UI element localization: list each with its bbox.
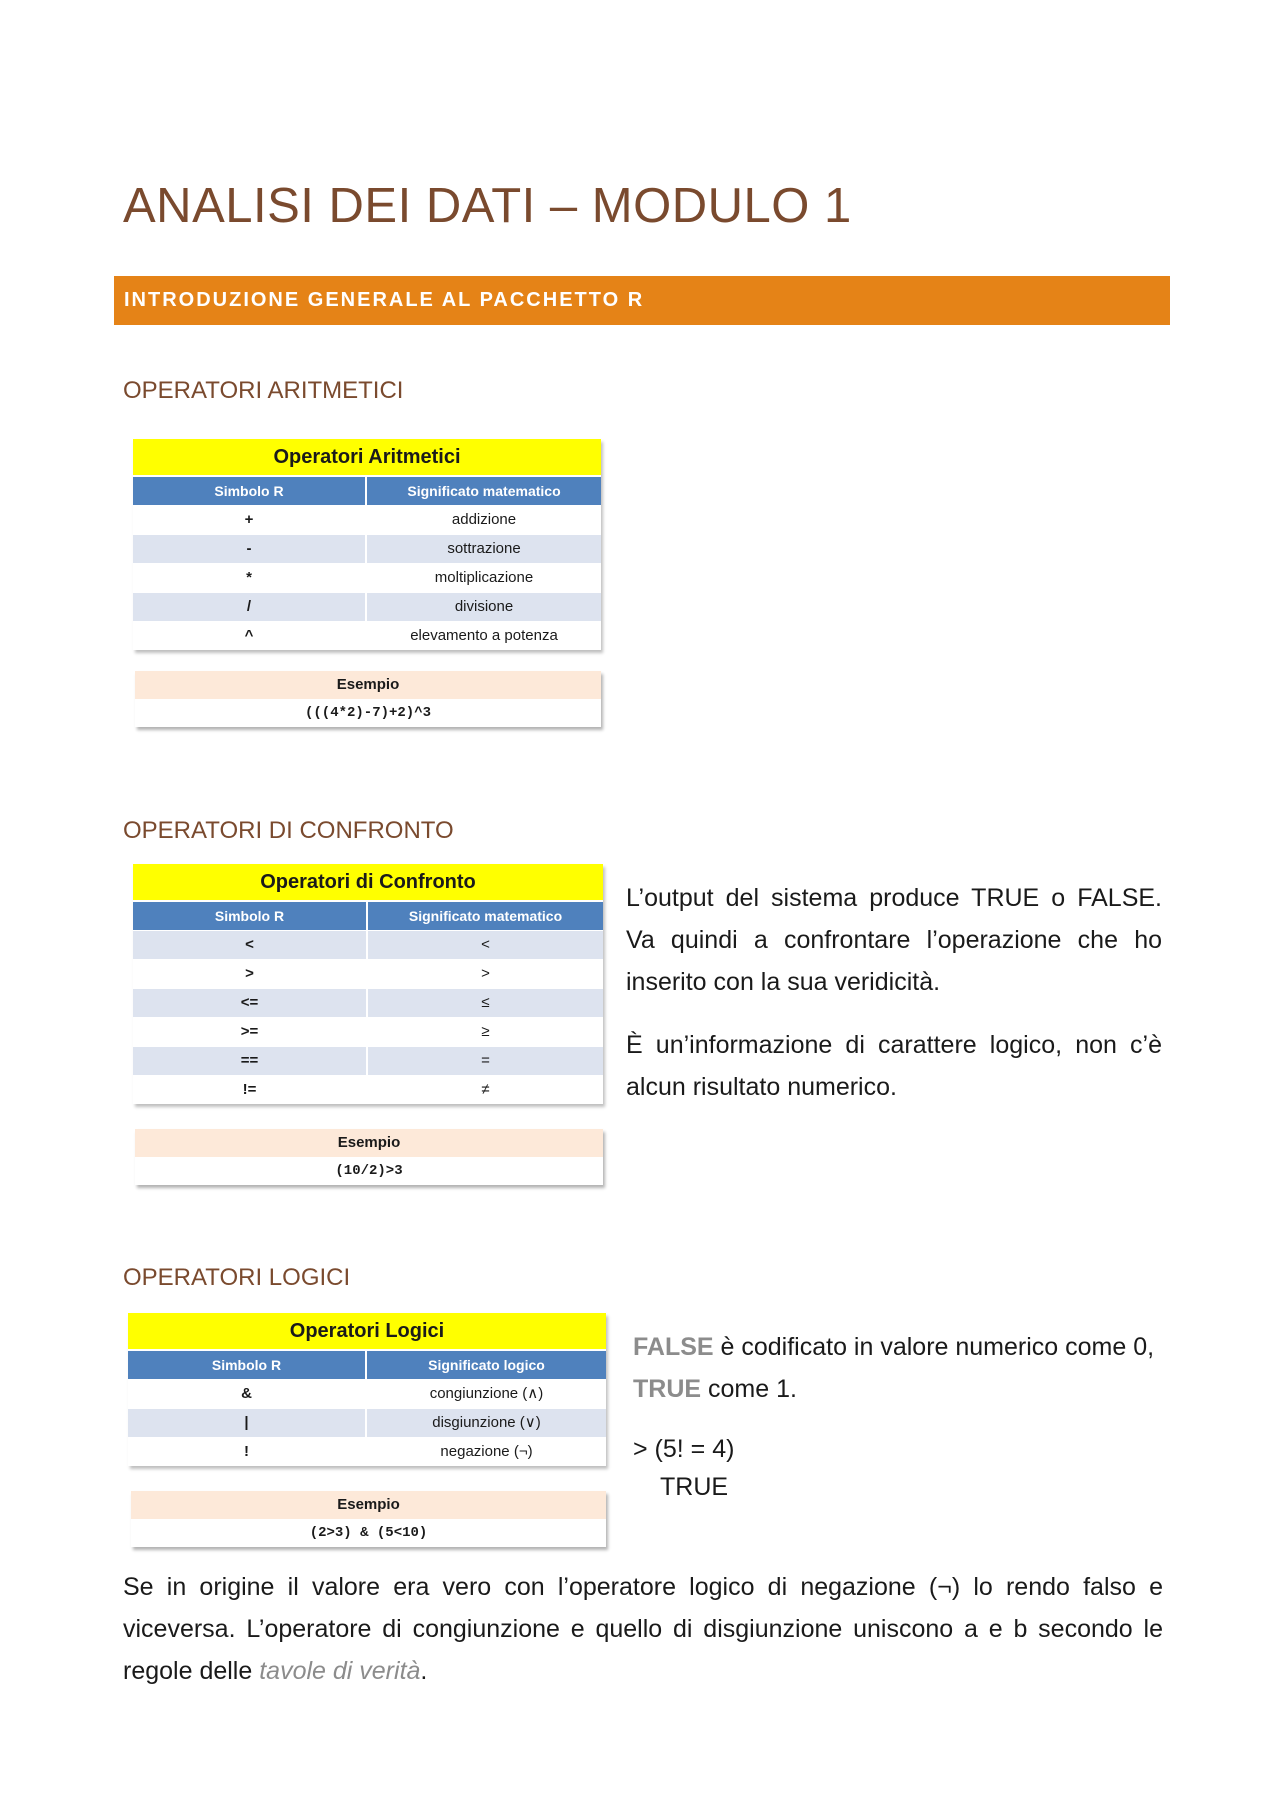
meaning-cell: disgiunzione (∨) [432, 1414, 541, 1431]
arith-section-title: OPERATORI ARITMETICI [123, 377, 404, 404]
arith-table [133, 439, 601, 650]
col-meaning-header: Significato matematico [407, 483, 561, 499]
table-row [133, 959, 603, 988]
false-keyword: FALSE [633, 1333, 714, 1361]
table-row [128, 1408, 606, 1437]
comp-table [133, 864, 603, 1104]
symbol-cell: ! [128, 1438, 367, 1466]
code-line-1: > (5! = 4) [633, 1435, 735, 1463]
meaning-cell: ≤ [481, 994, 490, 1011]
arith-table-title: Operatori Aritmetici [133, 439, 601, 477]
symbol-cell: < [133, 931, 368, 959]
meaning-cell: negazione (¬) [440, 1443, 533, 1460]
table-row [133, 1046, 603, 1075]
table-row [128, 1379, 606, 1408]
col-meaning-header: Significato logico [428, 1357, 545, 1373]
table-row [133, 1017, 603, 1046]
logic-encoding-text [633, 1326, 1169, 1410]
example-label: Esempio [131, 1491, 606, 1519]
meaning-cell: sottrazione [447, 540, 521, 557]
meaning-cell: = [481, 1052, 490, 1069]
symbol-cell: ^ [133, 622, 367, 650]
meaning-cell: moltiplicazione [434, 569, 534, 586]
symbol-cell: | [128, 1409, 367, 1437]
example-code: (((4*2)-7)+2)^3 [135, 699, 601, 727]
symbol-cell: & [128, 1380, 367, 1408]
example-code: (10/2)>3 [135, 1157, 603, 1185]
table-row [133, 930, 603, 959]
symbol-cell: == [133, 1047, 368, 1075]
logic-table-header [128, 1351, 606, 1379]
comp-section-title: OPERATORI DI CONFRONTO [123, 817, 454, 844]
arith-example [135, 671, 601, 727]
code-line-2: TRUE [660, 1473, 729, 1501]
meaning-cell: ≥ [481, 1023, 490, 1040]
meaning-cell: addizione [451, 511, 517, 528]
comp-table-header [133, 902, 603, 930]
symbol-cell: / [133, 593, 367, 621]
table-row [133, 563, 601, 592]
logic-table [128, 1313, 606, 1466]
meaning-cell: > [481, 965, 490, 982]
comp-explanation-1: L’output del sistema produce TRUE o FALSE. Va quindi a confrontare l’operazione che ho inserito con la sua veridicità. [626, 884, 1162, 996]
symbol-cell: <= [133, 989, 368, 1017]
table-row [128, 1437, 606, 1466]
true-keyword: TRUE [633, 1375, 702, 1403]
table-row [133, 1075, 603, 1104]
comp-explanation-2: È un’informazione di carattere logico, non c’è alcun risultato numerico. [626, 1031, 1162, 1101]
table-row [133, 621, 601, 650]
meaning-cell: divisione [454, 598, 514, 615]
col-symbol-header: Simbolo R [133, 477, 367, 505]
meaning-cell: ≠ [481, 1081, 490, 1098]
table-row [133, 988, 603, 1017]
meaning-cell: < [481, 936, 490, 953]
symbol-cell: > [133, 960, 368, 988]
closing-paragraph [123, 1566, 1163, 1692]
symbol-cell: + [133, 506, 367, 534]
encoding-text-b: come 1. [701, 1375, 797, 1403]
symbol-cell: != [133, 1076, 368, 1104]
symbol-cell: - [133, 535, 367, 563]
meaning-cell: congiunzione (∧) [429, 1385, 544, 1402]
example-label: Esempio [135, 1129, 603, 1157]
meaning-cell: elevamento a potenza [410, 627, 558, 644]
symbol-cell: >= [133, 1018, 368, 1046]
symbol-cell: * [133, 564, 367, 592]
logic-section-title: OPERATORI LOGICI [123, 1264, 351, 1291]
closing-end: . [420, 1657, 428, 1685]
closing-text: Se in origine il valore era vero con l’operatore logico di negazione (¬) lo rendo falso e viceversa. L’operatore di congiunzione e quello di disgiunzione uniscono a e b secondo le regole delle [123, 1573, 1163, 1685]
section-banner: INTRODUZIONE GENERALE AL PACCHETTO R [114, 276, 1170, 325]
comp-table-title: Operatori di Confronto [133, 864, 603, 902]
table-row [133, 534, 601, 563]
example-label: Esempio [135, 671, 601, 699]
example-code: (2>3) & (5<10) [131, 1519, 606, 1547]
page-title: ANALISI DEI DATI – MODULO 1 [123, 179, 852, 233]
logic-example [131, 1491, 606, 1547]
arith-table-header [133, 477, 601, 505]
truth-tables-term: tavole di verità [259, 1657, 421, 1685]
logic-table-title: Operatori Logici [128, 1313, 606, 1351]
table-row [133, 505, 601, 534]
comp-example [135, 1129, 603, 1185]
table-row [133, 592, 601, 621]
col-meaning-header: Significato matematico [408, 908, 563, 924]
col-symbol-header: Simbolo R [128, 1351, 367, 1379]
encoding-text-a: è codificato in valore numerico come 0, [713, 1333, 1155, 1361]
col-symbol-header: Simbolo R [133, 902, 368, 930]
